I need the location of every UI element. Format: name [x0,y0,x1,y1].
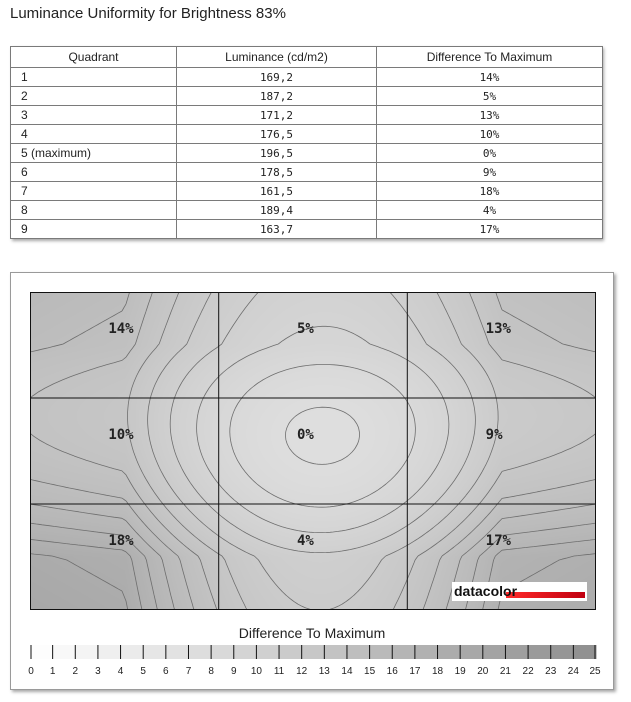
scale-swatch [347,645,370,659]
luminance-cell: 176,5 [177,125,377,144]
luminance-cell: 169,2 [177,68,377,87]
scale-swatch [415,645,438,659]
scale-swatch [98,645,121,659]
scale-tick-label: 17 [409,666,421,677]
table-row [11,68,603,87]
difference-cell: 9% [377,163,603,182]
scale-tick-label: 12 [296,666,308,677]
scale-swatch [121,645,144,659]
heatmap-surface [30,292,596,610]
scale-swatch [370,645,393,659]
scale-swatch [505,645,528,659]
scale-tick-label: 2 [72,666,79,677]
scale-tick-label: 3 [95,666,101,677]
scale-tick-label: 21 [499,666,512,677]
luminance-cell: 171,2 [177,106,377,125]
quadrant-cell: 7 [11,182,177,201]
scale-tick-label: 13 [318,666,330,677]
scale-tick-label: 25 [589,666,601,677]
table-row [11,163,603,182]
luminance-cell: 163,7 [177,220,377,239]
page-title: Luminance Uniformity for Brightness 83% [10,5,286,22]
scale-swatch [143,645,166,659]
luminance-cell: 161,5 [177,182,377,201]
scale-swatch [483,645,506,659]
quadrant-label: 14% [108,321,134,337]
table-row [11,125,603,144]
quadrant-label: 18% [108,533,134,549]
quadrant-label: 9% [485,427,503,443]
scale-swatch [324,645,347,659]
scale-tick-label: 11 [273,666,285,677]
scale-tick-label: 19 [454,666,466,677]
scale-tick-label: 23 [545,666,557,677]
difference-cell: 10% [377,125,603,144]
table-row [11,182,603,201]
luminance-cell: 196,5 [177,144,377,163]
scale-tick-label: 7 [185,666,192,677]
quadrant-cell: 3 [11,106,177,125]
difference-cell: 17% [377,220,603,239]
scale-swatch [460,645,483,659]
column-header-quadrant: Quadrant [11,47,177,68]
legend-title: Difference To Maximum [238,625,386,641]
luminance-cell: 178,5 [177,163,377,182]
quadrant-label: 13% [485,321,511,337]
uniformity-table [10,46,602,239]
scale-swatch [302,645,325,659]
scale-swatch [30,645,53,659]
scale-tick-label: 6 [163,666,169,677]
quadrant-label: 0% [297,427,314,443]
scale-swatch [438,645,461,659]
table-row [11,201,603,220]
difference-cell: 5% [377,87,603,106]
table-header-row [11,47,603,68]
quadrant-cell: 1 [11,68,177,87]
scale-swatch [234,645,257,659]
quadrant-cell: 2 [11,87,177,106]
luminance-cell: 189,4 [177,201,377,220]
scale-swatch [75,645,98,659]
table-row [11,87,603,106]
quadrant-cell: 8 [11,201,177,220]
table-row [11,220,603,239]
scale-swatch [551,645,574,659]
scale-tick-label: 16 [386,666,398,677]
scale-tick-label: 18 [431,666,444,677]
scale-tick-label: 4 [117,666,124,677]
quadrant-cell: 4 [11,125,177,144]
scale-swatch [211,645,234,659]
scale-swatch [53,645,76,659]
quadrant-label: 10% [108,427,134,443]
table-row [11,106,603,125]
luminance-cell: 187,2 [177,87,377,106]
uniformity-heatmap [30,292,596,610]
difference-cell: 4% [377,201,603,220]
scale-swatch [166,645,189,659]
column-header-difference: Difference To Maximum [377,47,603,68]
column-header-luminance: Luminance (cd/m2) [177,47,377,68]
quadrant-cell: 6 [11,163,177,182]
scale-tick-label: 14 [341,666,353,677]
scale-tick-label: 5 [140,666,146,677]
datacolor-logo [452,582,587,601]
scale-tick-label: 20 [477,666,489,677]
scale-swatch [528,645,551,659]
difference-cell: 14% [377,68,603,87]
scale-tick-label: 22 [522,666,534,677]
svg-text:datacolor: datacolor [454,583,518,599]
scale-swatch [279,645,302,659]
scale-swatch [188,645,211,659]
scale-tick-label: 10 [250,666,262,677]
table-row [11,144,603,163]
scale-swatch [256,645,279,659]
scale-tick-label: 24 [567,666,579,677]
quadrant-label: 17% [485,533,511,549]
scale-tick-label: 15 [364,666,376,677]
difference-scale [28,643,601,679]
difference-cell: 18% [377,182,603,201]
difference-cell: 13% [377,106,603,125]
quadrant-label: 5% [297,321,314,337]
scale-tick-label: 0 [28,666,34,677]
scale-swatch [392,645,415,659]
quadrant-cell: 5 (maximum) [11,144,177,163]
scale-tick-label: 1 [49,666,56,677]
quadrant-cell: 9 [11,220,177,239]
scale-swatch [573,645,596,659]
quadrant-label: 4% [297,533,314,549]
scale-tick-label: 8 [208,666,214,677]
difference-cell: 0% [377,144,603,163]
uniformity-chart-panel [10,272,614,690]
scale-tick-label: 9 [230,666,237,677]
